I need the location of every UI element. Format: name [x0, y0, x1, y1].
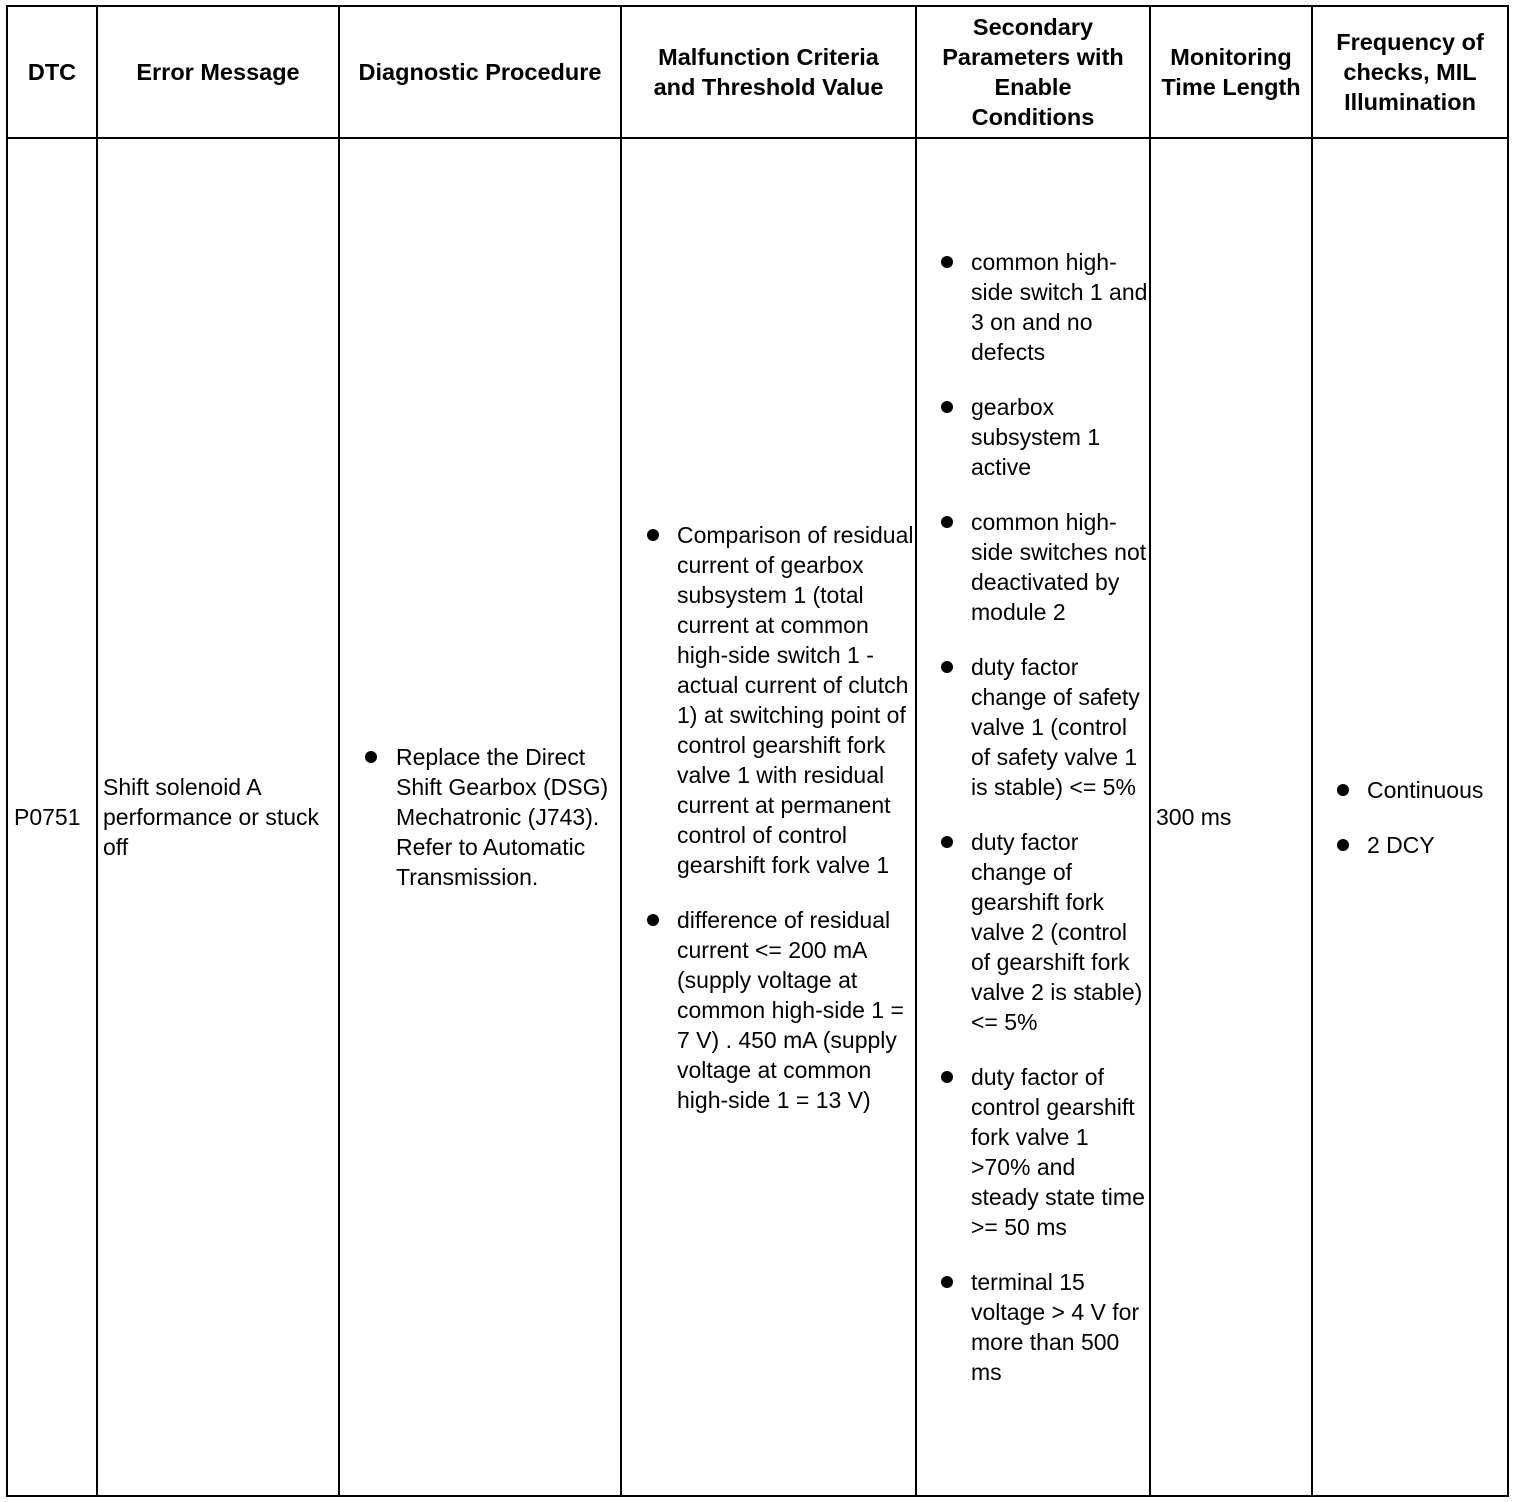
header-error-message: Error Message — [97, 6, 339, 138]
secondary-parameter: duty factor change of safety valve 1 (control of safety valve 1 is stable) <= 5% — [917, 652, 1149, 802]
table-row — [7, 138, 1508, 1496]
header-monitoring-time: Monitoring Time Length — [1150, 6, 1312, 138]
frequency-item: 2 DCY — [1313, 830, 1507, 860]
secondary-parameter: common high-side switch 1 and 3 on and no defects — [917, 247, 1149, 367]
secondary-parameters — [916, 138, 1150, 1496]
header-frequency: Frequency of checks, MIL Illumination — [1312, 6, 1508, 138]
diagnostic-step: Replace the Direct Shift Gearbox (DSG) Mechatronic (J743). Refer to Automatic Transmission. — [340, 742, 620, 892]
diagnostic-procedure — [339, 138, 621, 1496]
frequency-item: Continuous — [1313, 775, 1507, 805]
secondary-parameter: gearbox subsystem 1 active — [917, 392, 1149, 482]
secondary-parameter: common high-side switches not deactivated by module 2 — [917, 507, 1149, 627]
header-malfunction-criteria: Malfunction Criteria and Threshold Value — [621, 6, 916, 138]
header-diagnostic-procedure: Diagnostic Procedure — [339, 6, 621, 138]
error-message: Shift solenoid A performance or stuck off — [97, 138, 339, 1496]
malfunction-criterion: difference of residual current <= 200 mA (supply voltage at common high-side 1 = 7 V) . 450 mA (supply voltage at common high-side 1 = 13 V) — [622, 905, 915, 1115]
malfunction-criteria — [621, 138, 916, 1496]
header-dtc: DTC — [7, 6, 97, 138]
dtc-table — [6, 5, 1509, 1497]
malfunction-criterion: Comparison of residual current of gearbox subsystem 1 (total current at common high-side switch 1 -actual current of clutch 1) at switching point of control gearshift fork valve 1 with residual current at permanent control of control gearshift fork valve 1 — [622, 520, 915, 880]
monitoring-time: 300 ms — [1150, 138, 1312, 1496]
secondary-parameter: terminal 15 voltage > 4 V for more than 500 ms — [917, 1267, 1149, 1387]
header-secondary-parameters: Secondary Parameters with Enable Conditions — [916, 6, 1150, 138]
dtc-code: P0751 — [7, 138, 97, 1496]
secondary-parameter: duty factor of control gearshift fork valve 1 >70% and steady state time >= 50 ms — [917, 1062, 1149, 1242]
frequency-mil — [1312, 138, 1508, 1496]
header-row — [7, 6, 1508, 138]
secondary-parameter: duty factor change of gearshift fork valve 2 (control of gearshift fork valve 2 is stable) <= 5% — [917, 827, 1149, 1037]
